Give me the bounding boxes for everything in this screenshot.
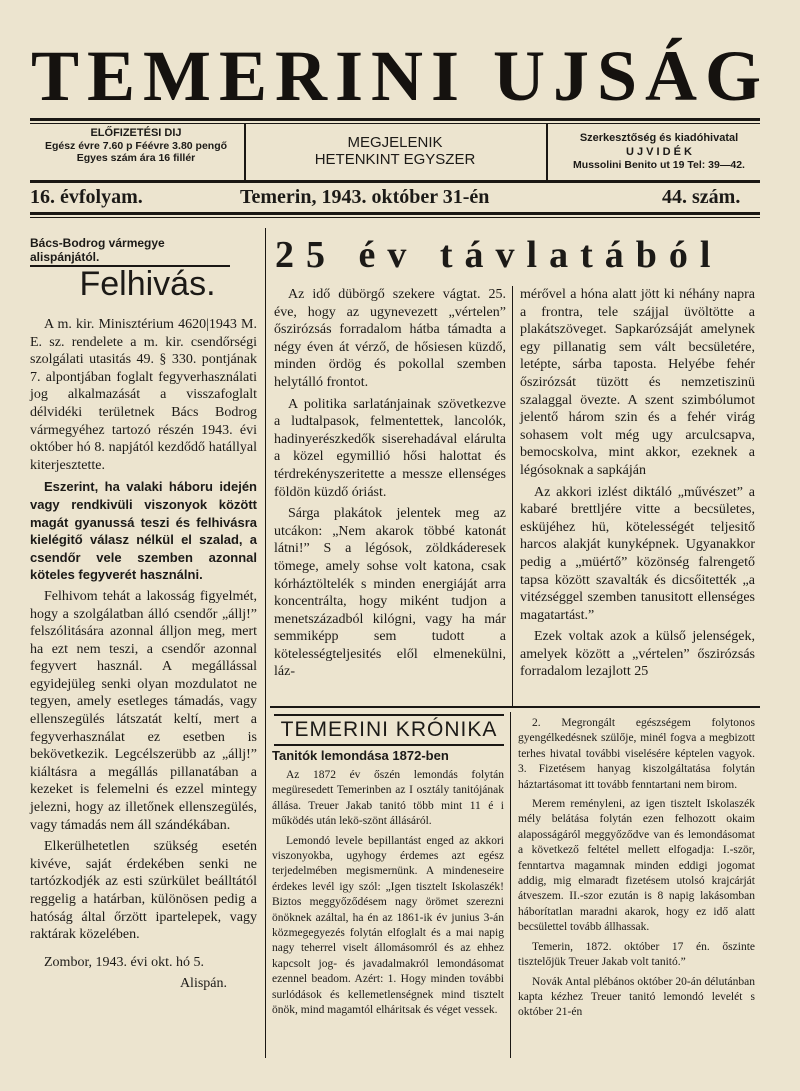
chronicle-para-1: Az 1872 év őszén lemondás folytán megüresedett Temerinben az I osztály tanitójának állása. Treuer Jakab tanitó több mint 11 é i működés után lekö-szönt állásáról. <box>272 769 504 828</box>
office-city: U J V I D É K <box>625 146 693 158</box>
main-c1-para-1: Az idő dübörgő szekere vágtat. 25. éve, hogy az ugynevezett „vértelen” őszirózsás forradalom hátba támadta a négy éven át vérző, de hősiesen küzdő, minden ördög és pokollal szemben helytálló frontot. <box>274 287 506 390</box>
subscription-price-line: Egész évre 7.60 p Féévre 3.80 pengő <box>44 140 228 152</box>
place-date: Temerin, 1943. október 31-én <box>240 186 490 208</box>
subscription-single-price: Egyes szám ára 16 fillér <box>76 152 196 164</box>
main-c2-para-1: mérővel a hóna alatt jött ki néhány napra a frontra, tele szájjal üvöltötte a plakátszöveget. Sapkarózsáját amelynek egy pillanatig sem vált becsületére, letépte, sárba taposta. Helyébe fehér őszirózsát tüzött és nemzetiszinü szalaggal övezte. A szent szimbólumot jelentő három szin és a fehér virág sohasem volt még ugy arculcsapva, bemocskolva, mint akkor, ezeknek a légósoknak a sapkáján <box>520 287 755 478</box>
main-article-col-1 <box>274 286 506 685</box>
office-box <box>552 132 766 171</box>
office-address: Mussolini Benito ut 19 Tel: 39—42. <box>573 159 745 171</box>
main-c1-para-2: A politika sarlatánjainak szövetkezve a ludtalpasok, felmentettek, lancolók, hadinyerészkedők siserehadával elárulta a közel egymillió hősi halottat és térdrekényszeritette a messze ellenséges földön küzdő óriást. <box>274 396 506 500</box>
left-para-3: Felhivom tehát a lakosság figyelmét, hogy a szolgálatban álló csendőr „állj!” felszólitására azonnal álljon meg, mert ha ezt nem teszi, a csendőr azonnal fegyvert használ. A megállással egyidejüleg senki olyan mozdulatot ne tegyen, amely esetleges támadás, vagy ellenszegülés látszatát keltí, mert a fegyverhasználat ez esetben is bekövetkezik. Legcélszerübb az „állj!” kiáltásra a megállás pillanatában a kezeket is felemelni és ezzel mintegy jelezni, hogy az illetőnek ellenszegülés, vagy támadás nem áll szándékában. <box>30 588 257 833</box>
masthead-title: TEMERINI UJSÁG <box>30 36 770 116</box>
left-dateline: Zombor, 1943. évi okt. hó 5. <box>44 954 205 970</box>
masthead-rule-top-thin <box>30 123 760 124</box>
left-kicker: Bács-Bodrog vármegye alispánjától. <box>30 236 230 267</box>
left-para-2: Eszerint, ha valaki háboru idején vagy rendkivüli viszonyok között magát gyanussá teszi és felhivásra kielégitő válasz nélkül el szalad, a csendőr vele szemben azonnal köteles fegyverét használni. <box>30 479 257 583</box>
subscription-heading: ELŐFIZETÉSI DIJ <box>90 127 182 139</box>
dateline-rule-top <box>30 180 760 183</box>
main-c2-para-2: Az akkori izlést diktáló „művészet” a kabaré brettljére vitte a becsületes, esküjéhez hü, kötelességét teljesitő harcos alakját kunyképnek. Ugyanakkor pedig a „müértő” közönség falrengető tapsa között szavalták és dicsőitették „a vitézséggel szemben tanusitott ellenséges magatartást.” <box>520 484 755 623</box>
main-c2-para-3: Ezek voltak azok a külső jelenségek, amelyek között a „vértelen” őszirózsás forradalom lezajlott 25 <box>520 629 755 680</box>
masthead-divider-left <box>244 124 246 180</box>
chronicle-para-4: Merem reményleni, az igen tisztelt Iskolaszék mély belátása folytán ezen felhozott okaim alaposságáról meggyőződve van és lemondásomat a következő feltétel mellett elfogadja: I.-ször, fenntartva magamnak minden eddigi jogomat addig, mig elmaradt fizetésem utolsó krajcárját átveszem. II.-szor ezután is 8 napig lakásomban háborítatlan maradni akarok, hogy ez idő alatt becsülettel tovább állhassak. <box>518 798 755 934</box>
left-article-body <box>30 316 257 997</box>
column-divider-left <box>265 228 266 1058</box>
chronicle-para-6: Novák Antal plébános október 20-án délutánban kapta kézhez Treuer tanitó lemondó levelét s október 21-én <box>518 975 755 1019</box>
column-divider-middle <box>512 286 513 706</box>
chronicle-para-5: Temerin, 1872. október 17 én. őszinte tisztelőjük Treuer Jakab volt tanitó.” <box>518 940 755 969</box>
subscription-box <box>30 126 242 164</box>
issue-number: 44. szám. <box>662 186 741 208</box>
frequency-box <box>250 134 540 168</box>
chronicle-col-1 <box>272 768 504 1023</box>
masthead-rule-top <box>30 118 760 121</box>
chronicle-rule <box>270 706 760 708</box>
dateline-rule-bottom <box>30 212 760 215</box>
chronicle-col-2 <box>518 716 755 1025</box>
left-para-4: Elkerülhetetlen szükség esetén kivéve, saját érdekében senki ne tartózkodjék az esti szürkület beálltától reggelig a határban, különösen pedig a hatóság által őrzött ipartelepek, vagy raktárak közelében. <box>30 839 257 943</box>
office-heading: Szerkesztőség és kiadóhivatal <box>579 132 739 144</box>
dateline-rule-bottom-thin <box>30 217 760 218</box>
main-article-col-2 <box>520 286 755 685</box>
frequency-line-2: HETENKINT EGYSZER <box>314 151 476 168</box>
chronicle-para-2: Lemondó levele bepillantást enged az akkori viszonyokba, ugyhogy érdemes azt egész terjedelmében megismernünk. A mindeneseire érdekes levél igy szól: „Igen tisztelt Iskolaszék! Biztos meggyőződésem nagy örömet szerezni önöknek azáltal, ha én az 1861-ik év junius 3-án közmegegyezés folytán elfoglalt és a mai napig nagy teherrel viselt állomásomról és az ehhez kapcsolt jog- és javadalmakról lemondásomat ezennel beadom. Azért: 1. Hogy minden további surlódások és kellemetlenségnek mind tisztelt önök, mind magamtól elháritsak és véget vessek. <box>272 834 504 1017</box>
chronicle-subhead: Tanitók lemondása 1872-ben <box>272 748 449 763</box>
left-para-1: A m. kir. Minisztérium 4620|1943 M. E. sz. rendelete a m. kir. csendőrségi szolgálati utasitás 49. § 330. pontjának 7. alpontjában foglalt fegyverhasználati jog alkalmazását a visszafoglalt délvidéki területnek Bács Bodrog vármegyéhez tartozó részén 1943. évi október hó 8. napjától kezdődő hatállyal kiterjesztette. <box>30 317 257 473</box>
column-divider-chronicle <box>510 712 511 1058</box>
volume-label: 16. évfolyam. <box>30 186 143 208</box>
frequency-line-1: MEGJELENIK <box>347 134 443 151</box>
main-c1-para-3: Sárga plakátok jelentek meg az utcákon: „Nem akarok többé katonát látni!” S a légósok, zöldkáderesek tömege, amely sohse volt katona, csak kórháztöltelék s minden energiáját arra koncentrálta, hogy miként tudjon a menetszázadból kilógni, vagy ha már semmiképp sem tudott a kötelességteljesités elől elmenekülni, láz- <box>274 506 506 680</box>
left-article-title: Felhivás. <box>79 265 216 303</box>
main-headline: 25 év távlatából <box>275 234 723 276</box>
chronicle-title: TEMERINI KRÓNIKA <box>274 714 504 746</box>
masthead-divider-right <box>546 124 548 180</box>
chronicle-para-3: 2. Megrongált egészségem folytonos gyengélkedésnek szülője, minél fogva a megbizott terhes hivatal további viselésére képtelen vagyok. 3. Fizetésem hanyag kiszolgáltatása folytán háztartásomat itt tovább fenntartani nem birom. <box>518 717 755 791</box>
left-signature: Alispán. <box>179 976 227 992</box>
